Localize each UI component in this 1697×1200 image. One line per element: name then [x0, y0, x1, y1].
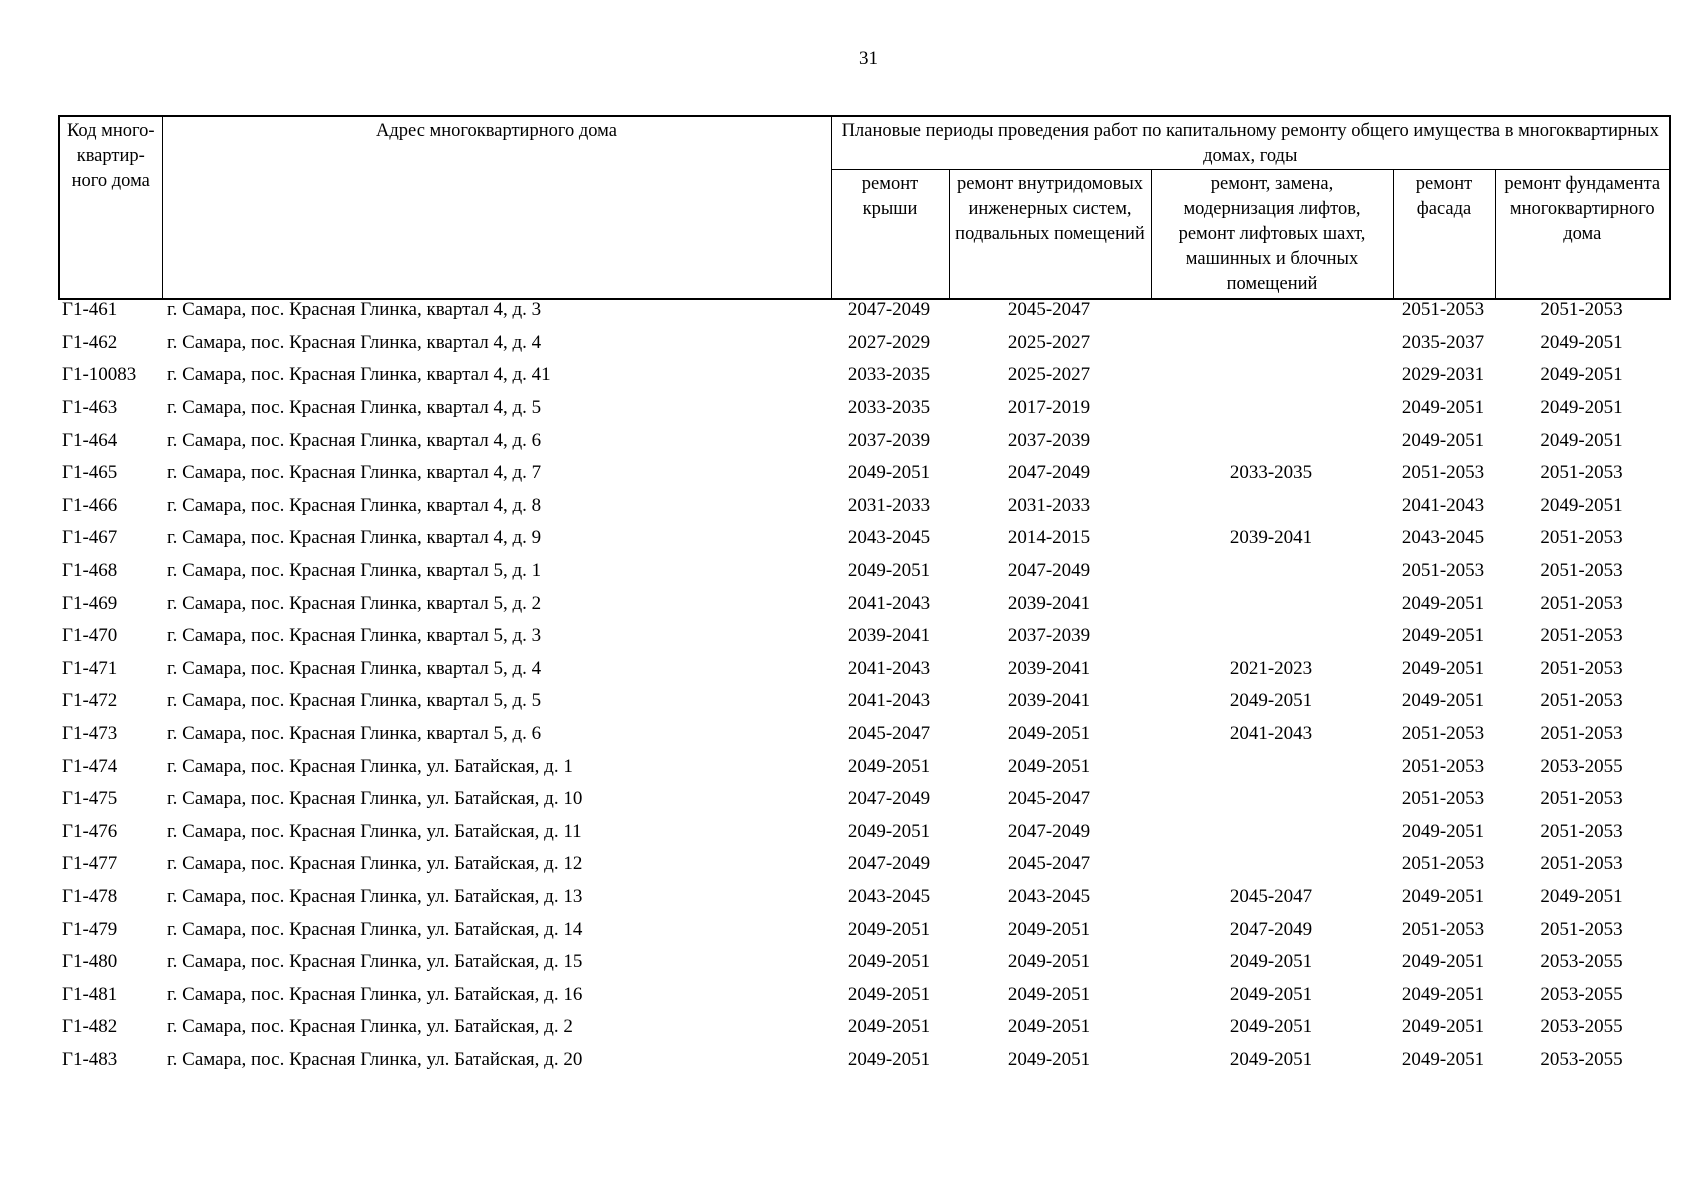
cell-roof: 2047-2049 — [847, 788, 931, 810]
cell-foundation: 2049-2051 — [1540, 397, 1623, 419]
table-row — [58, 294, 1669, 327]
cell-facade: 2051-2053 — [1401, 462, 1485, 484]
cell-roof: 2043-2045 — [847, 527, 931, 549]
cell-address: г. Самара, пос. Красная Глинка, ул. Батайская, д. 15 — [167, 951, 583, 973]
cell-code: Г1-482 — [62, 1016, 118, 1038]
cell-lifts: 2033-2035 — [1229, 462, 1313, 484]
cell-address: г. Самара, пос. Красная Глинка, ул. Батайская, д. 20 — [167, 1048, 583, 1070]
cell-lifts — [1150, 555, 1392, 588]
cell-foundation: 2051-2053 — [1540, 690, 1623, 712]
cell-roof: 2049-2051 — [847, 951, 931, 973]
cell-engineering: 2049-2051 — [1007, 918, 1091, 940]
cell-lifts: 2021-2023 — [1229, 657, 1313, 679]
cell-code: Г1-473 — [62, 723, 118, 745]
cell-engineering: 2037-2039 — [1007, 625, 1091, 647]
cell-foundation: 2053-2055 — [1540, 1016, 1623, 1038]
table-row — [58, 555, 1669, 588]
cell-roof: 2045-2047 — [847, 723, 931, 745]
cell-address: г. Самара, пос. Красная Глинка, квартал 5, д. 4 — [167, 657, 542, 679]
cell-foundation: 2051-2053 — [1540, 918, 1623, 940]
header-engineering: ремонт внутридомовых инженерных систем, подвальных помещений — [949, 170, 1151, 300]
cell-foundation: 2051-2053 — [1540, 657, 1623, 679]
cell-code: Г1-481 — [62, 983, 118, 1005]
cell-engineering: 2043-2045 — [1007, 885, 1091, 907]
cell-engineering: 2045-2047 — [1007, 299, 1091, 321]
cell-foundation: 2051-2053 — [1540, 462, 1623, 484]
cell-roof: 2049-2051 — [847, 560, 931, 582]
cell-facade: 2051-2053 — [1401, 788, 1485, 810]
cell-code: Г1-478 — [62, 885, 118, 907]
cell-code: Г1-10083 — [62, 364, 137, 386]
cell-roof: 2049-2051 — [847, 820, 931, 842]
cell-lifts: 2047-2049 — [1229, 918, 1313, 940]
cell-roof: 2041-2043 — [847, 690, 931, 712]
cell-engineering: 2045-2047 — [1007, 788, 1091, 810]
cell-code: Г1-477 — [62, 853, 118, 875]
table-row — [58, 946, 1669, 979]
table-row — [58, 978, 1669, 1011]
cell-code: Г1-463 — [62, 397, 118, 419]
cell-code: Г1-467 — [62, 527, 118, 549]
table-row — [58, 392, 1669, 425]
table-row — [58, 913, 1669, 946]
table-row — [58, 750, 1669, 783]
cell-lifts — [1150, 359, 1392, 392]
table-row — [58, 783, 1669, 816]
cell-engineering: 2049-2051 — [1007, 1048, 1091, 1070]
cell-foundation: 2051-2053 — [1540, 788, 1623, 810]
cell-facade: 2049-2051 — [1401, 1016, 1485, 1038]
table-row — [58, 1011, 1669, 1044]
cell-roof: 2033-2035 — [847, 397, 931, 419]
cell-engineering: 2025-2027 — [1007, 364, 1091, 386]
cell-engineering: 2037-2039 — [1007, 429, 1091, 451]
cell-address: г. Самара, пос. Красная Глинка, квартал 4, д. 6 — [167, 429, 542, 451]
cell-facade: 2051-2053 — [1401, 918, 1485, 940]
cell-engineering: 2039-2041 — [1007, 592, 1091, 614]
cell-foundation: 2049-2051 — [1540, 494, 1623, 516]
cell-foundation: 2049-2051 — [1540, 429, 1623, 451]
cell-lifts — [1150, 294, 1392, 327]
cell-roof: 2049-2051 — [847, 918, 931, 940]
table-row — [58, 522, 1669, 555]
table-row — [58, 881, 1669, 914]
cell-facade: 2051-2053 — [1401, 755, 1485, 777]
cell-roof: 2043-2045 — [847, 885, 931, 907]
cell-code: Г1-479 — [62, 918, 118, 940]
cell-lifts: 2045-2047 — [1229, 885, 1313, 907]
header-roof: ремонт крыши — [831, 170, 949, 300]
cell-foundation: 2053-2055 — [1540, 951, 1623, 973]
table-body — [58, 294, 1669, 1076]
header-plan: Плановые периоды проведения работ по капитальному ремонту общего имущества в многоквартирных домах, годы — [831, 116, 1670, 170]
cell-lifts: 2049-2051 — [1229, 983, 1313, 1005]
cell-facade: 2049-2051 — [1401, 592, 1485, 614]
cell-code: Г1-474 — [62, 755, 118, 777]
cell-address: г. Самара, пос. Красная Глинка, квартал 4, д. 9 — [167, 527, 542, 549]
cell-roof: 2039-2041 — [847, 625, 931, 647]
cell-code: Г1-465 — [62, 462, 118, 484]
cell-roof: 2027-2029 — [847, 331, 931, 353]
table-row — [58, 848, 1669, 881]
header-facade: ремонт фасада — [1393, 170, 1495, 300]
cell-address: г. Самара, пос. Красная Глинка, ул. Батайская, д. 12 — [167, 853, 583, 875]
table-row — [58, 587, 1669, 620]
cell-engineering: 2049-2051 — [1007, 723, 1091, 745]
cell-roof: 2049-2051 — [847, 1016, 931, 1038]
cell-engineering: 2047-2049 — [1007, 820, 1091, 842]
cell-address: г. Самара, пос. Красная Глинка, квартал 4, д. 8 — [167, 494, 542, 516]
table-row — [58, 1044, 1669, 1077]
cell-lifts — [1150, 783, 1392, 816]
cell-lifts — [1150, 424, 1392, 457]
cell-foundation: 2051-2053 — [1540, 723, 1623, 745]
table-row — [58, 718, 1669, 751]
cell-code: Г1-461 — [62, 299, 118, 321]
cell-engineering: 2039-2041 — [1007, 657, 1091, 679]
cell-facade: 2049-2051 — [1401, 657, 1485, 679]
cell-lifts — [1150, 587, 1392, 620]
cell-roof: 2049-2051 — [847, 462, 931, 484]
header-code: Код много-квартир-ного дома — [59, 116, 162, 299]
cell-facade: 2049-2051 — [1401, 429, 1485, 451]
cell-facade: 2049-2051 — [1401, 951, 1485, 973]
cell-lifts — [1150, 327, 1392, 360]
cell-roof: 2041-2043 — [847, 592, 931, 614]
cell-foundation: 2053-2055 — [1540, 755, 1623, 777]
cell-lifts — [1150, 620, 1392, 653]
cell-address: г. Самара, пос. Красная Глинка, ул. Батайская, д. 11 — [167, 820, 582, 842]
cell-engineering: 2047-2049 — [1007, 462, 1091, 484]
table-row — [58, 424, 1669, 457]
cell-address: г. Самара, пос. Красная Глинка, квартал 5, д. 1 — [167, 560, 542, 582]
cell-address: г. Самара, пос. Красная Глинка, квартал 5, д. 6 — [167, 723, 542, 745]
table-row — [58, 685, 1669, 718]
cell-engineering: 2049-2051 — [1007, 755, 1091, 777]
cell-facade: 2029-2031 — [1401, 364, 1485, 386]
table-row — [58, 653, 1669, 686]
cell-facade: 2051-2053 — [1401, 560, 1485, 582]
cell-lifts: 2049-2051 — [1229, 1048, 1313, 1070]
cell-foundation: 2051-2053 — [1540, 560, 1623, 582]
cell-address: г. Самара, пос. Красная Глинка, ул. Батайская, д. 10 — [167, 788, 583, 810]
cell-code: Г1-470 — [62, 625, 118, 647]
cell-facade: 2049-2051 — [1401, 820, 1485, 842]
cell-address: г. Самара, пос. Красная Глинка, ул. Батайская, д. 2 — [167, 1016, 573, 1038]
cell-engineering: 2045-2047 — [1007, 853, 1091, 875]
table-row — [58, 620, 1669, 653]
cell-foundation: 2051-2053 — [1540, 853, 1623, 875]
cell-roof: 2031-2033 — [847, 494, 931, 516]
cell-lifts — [1150, 392, 1392, 425]
cell-engineering: 2017-2019 — [1007, 397, 1091, 419]
cell-roof: 2049-2051 — [847, 755, 931, 777]
cell-lifts — [1150, 750, 1392, 783]
cell-address: г. Самара, пос. Красная Глинка, квартал 4, д. 41 — [167, 364, 551, 386]
cell-engineering: 2049-2051 — [1007, 951, 1091, 973]
table-row — [58, 457, 1669, 490]
cell-code: Г1-468 — [62, 560, 118, 582]
cell-facade: 2051-2053 — [1401, 299, 1485, 321]
cell-roof: 2049-2051 — [847, 983, 931, 1005]
cell-code: Г1-483 — [62, 1048, 118, 1070]
header-foundation: ремонт фундамента многоквартирного дома — [1495, 170, 1670, 300]
cell-code: Г1-472 — [62, 690, 118, 712]
table-row — [58, 816, 1669, 849]
cell-code: Г1-462 — [62, 331, 118, 353]
cell-address: г. Самара, пос. Красная Глинка, квартал 5, д. 5 — [167, 690, 542, 712]
cell-facade: 2049-2051 — [1401, 625, 1485, 647]
cell-facade: 2049-2051 — [1401, 397, 1485, 419]
table-row — [58, 490, 1669, 523]
cell-engineering: 2039-2041 — [1007, 690, 1091, 712]
cell-facade: 2049-2051 — [1401, 690, 1485, 712]
cell-facade: 2035-2037 — [1401, 331, 1485, 353]
cell-address: г. Самара, пос. Красная Глинка, квартал 4, д. 4 — [167, 331, 542, 353]
cell-roof: 2047-2049 — [847, 853, 931, 875]
cell-address: г. Самара, пос. Красная Глинка, квартал 4, д. 7 — [167, 462, 542, 484]
cell-code: Г1-464 — [62, 429, 118, 451]
cell-foundation: 2051-2053 — [1540, 299, 1623, 321]
cell-foundation: 2049-2051 — [1540, 331, 1623, 353]
cell-lifts: 2049-2051 — [1229, 690, 1313, 712]
table-row — [58, 327, 1669, 360]
cell-roof: 2037-2039 — [847, 429, 931, 451]
cell-lifts: 2039-2041 — [1229, 527, 1313, 549]
cell-engineering: 2031-2033 — [1007, 494, 1091, 516]
cell-foundation: 2053-2055 — [1540, 1048, 1623, 1070]
cell-roof: 2033-2035 — [847, 364, 931, 386]
header-lifts: ремонт, замена, модернизация лифтов, ремонт лифтовых шахт, машинных и блочных помещений — [1151, 170, 1393, 300]
cell-facade: 2041-2043 — [1401, 494, 1485, 516]
cell-engineering: 2049-2051 — [1007, 983, 1091, 1005]
cell-facade: 2049-2051 — [1401, 1048, 1485, 1070]
cell-code: Г1-466 — [62, 494, 118, 516]
cell-address: г. Самара, пос. Красная Глинка, ул. Батайская, д. 13 — [167, 885, 583, 907]
cell-lifts — [1150, 490, 1392, 523]
cell-foundation: 2053-2055 — [1540, 983, 1623, 1005]
cell-address: г. Самара, пос. Красная Глинка, квартал 4, д. 3 — [167, 299, 542, 321]
cell-roof: 2049-2051 — [847, 1048, 931, 1070]
cell-address: г. Самара, пос. Красная Глинка, ул. Батайская, д. 14 — [167, 918, 583, 940]
cell-address: г. Самара, пос. Красная Глинка, ул. Батайская, д. 16 — [167, 983, 583, 1005]
cell-address: г. Самара, пос. Красная Глинка, квартал 4, д. 5 — [167, 397, 542, 419]
cell-foundation: 2051-2053 — [1540, 625, 1623, 647]
table-header — [58, 115, 1671, 300]
cell-facade: 2051-2053 — [1401, 723, 1485, 745]
cell-foundation: 2051-2053 — [1540, 592, 1623, 614]
cell-facade: 2043-2045 — [1401, 527, 1485, 549]
header-address: Адрес многоквартирного дома — [162, 116, 831, 299]
cell-lifts: 2041-2043 — [1229, 723, 1313, 745]
cell-roof: 2041-2043 — [847, 657, 931, 679]
cell-address: г. Самара, пос. Красная Глинка, ул. Батайская, д. 1 — [167, 755, 573, 777]
cell-code: Г1-469 — [62, 592, 118, 614]
cell-code: Г1-475 — [62, 788, 118, 810]
cell-lifts — [1150, 816, 1392, 849]
cell-facade: 2049-2051 — [1401, 885, 1485, 907]
cell-lifts: 2049-2051 — [1229, 1016, 1313, 1038]
cell-roof: 2047-2049 — [847, 299, 931, 321]
cell-code: Г1-476 — [62, 820, 118, 842]
cell-engineering: 2047-2049 — [1007, 560, 1091, 582]
cell-lifts — [1150, 848, 1392, 881]
cell-facade: 2049-2051 — [1401, 983, 1485, 1005]
cell-foundation: 2049-2051 — [1540, 364, 1623, 386]
cell-address: г. Самара, пос. Красная Глинка, квартал 5, д. 3 — [167, 625, 542, 647]
cell-foundation: 2051-2053 — [1540, 527, 1623, 549]
cell-address: г. Самара, пос. Красная Глинка, квартал 5, д. 2 — [167, 592, 542, 614]
cell-foundation: 2051-2053 — [1540, 820, 1623, 842]
table-row — [58, 359, 1669, 392]
page-number: 31 — [859, 48, 878, 69]
cell-lifts: 2049-2051 — [1229, 951, 1313, 973]
cell-facade: 2051-2053 — [1401, 853, 1485, 875]
cell-engineering: 2049-2051 — [1007, 1016, 1091, 1038]
cell-code: Г1-471 — [62, 657, 118, 679]
cell-engineering: 2025-2027 — [1007, 331, 1091, 353]
cell-foundation: 2049-2051 — [1540, 885, 1623, 907]
cell-engineering: 2014-2015 — [1007, 527, 1091, 549]
cell-code: Г1-480 — [62, 951, 118, 973]
